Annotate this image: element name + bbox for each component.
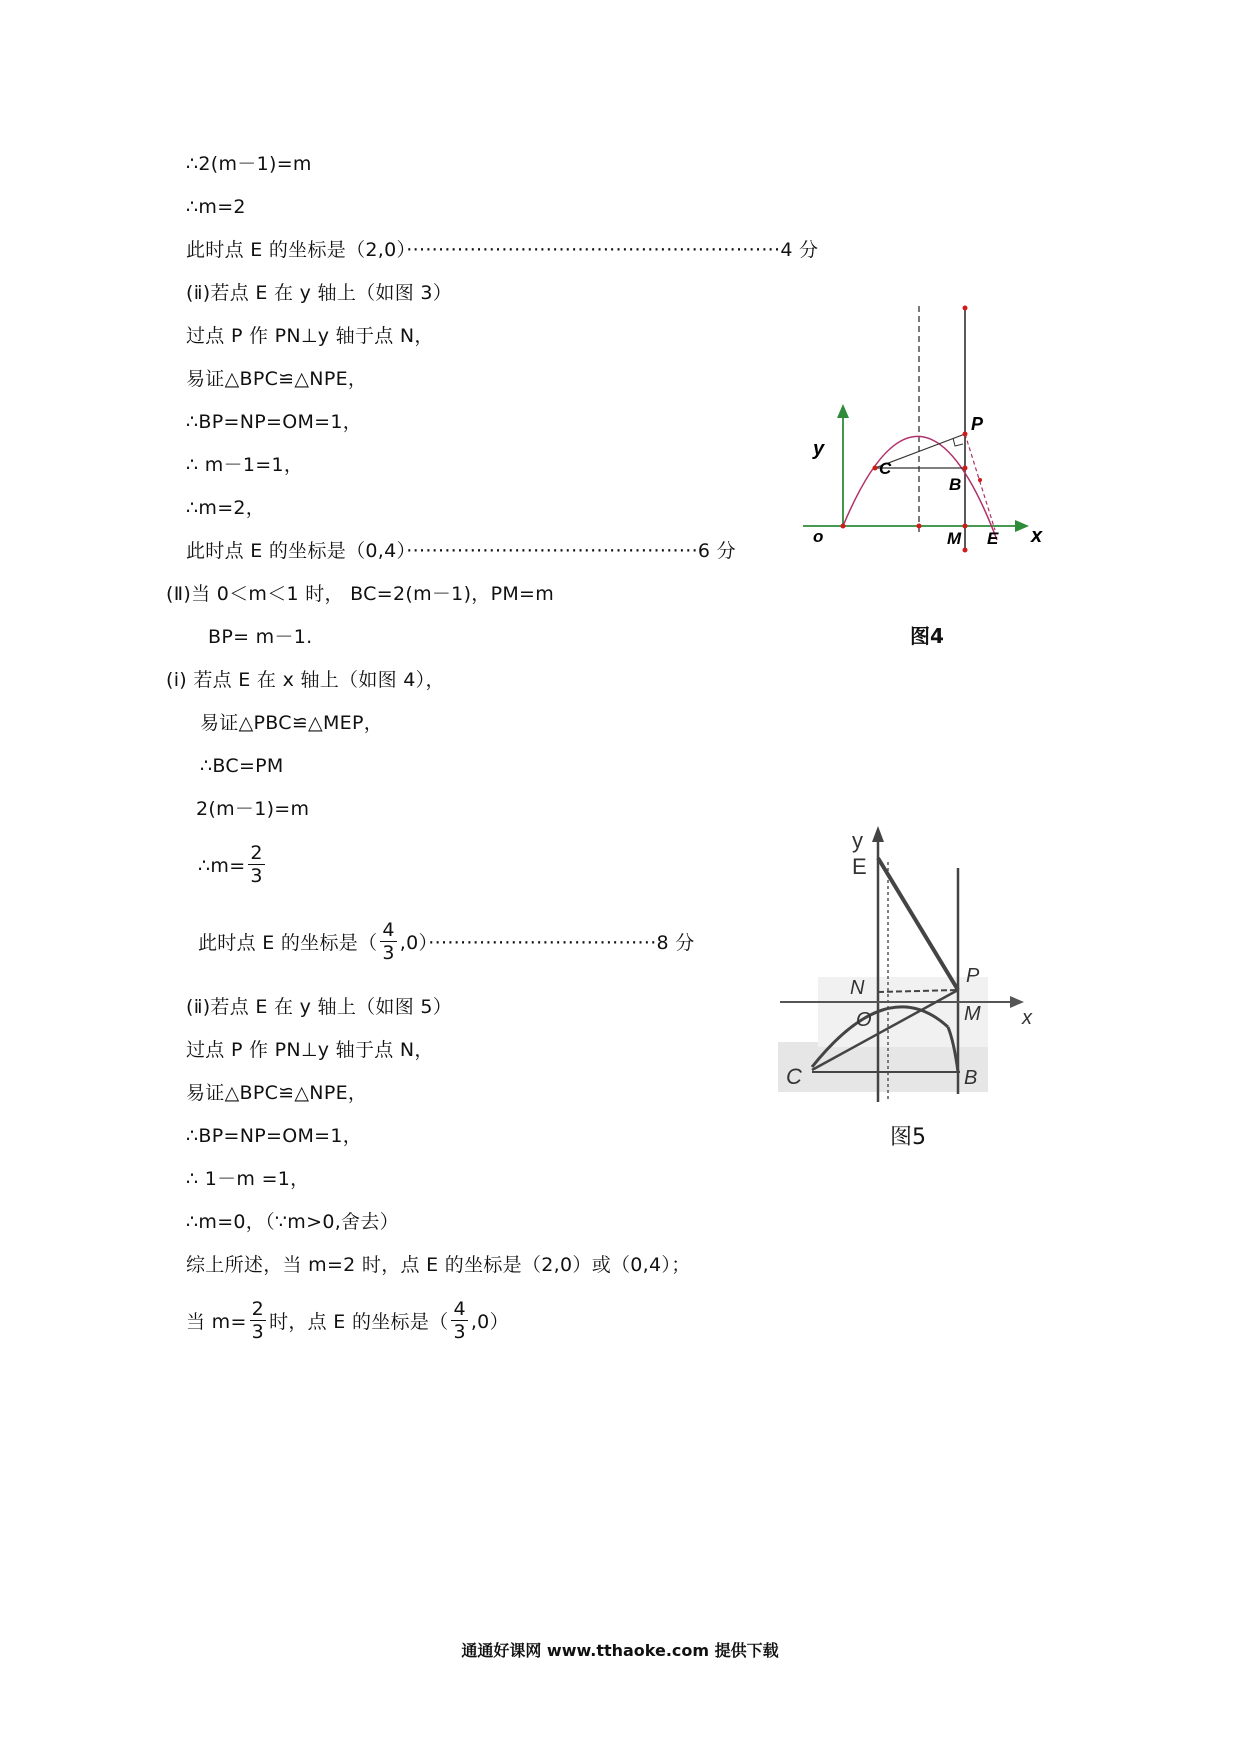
fraction-denominator: 3 — [453, 1321, 466, 1343]
line-11: (Ⅱ)当 0＜m＜1 时， BC=2(m－1)，PM=m — [166, 583, 555, 605]
figure-4 — [795, 300, 1065, 570]
label-y: y — [852, 828, 863, 853]
line-13: (ⅰ) 若点 E 在 x 轴上（如图 4）， — [166, 669, 445, 691]
line-26 — [186, 1300, 509, 1345]
figure-4-caption: 图4 — [910, 624, 944, 648]
point-on-pe — [978, 478, 982, 482]
fraction-m-value — [248, 842, 264, 887]
scan-band-upper — [818, 977, 988, 1047]
line-3: 此时点 E 的坐标是（2,0）···························································4 分 — [186, 239, 819, 261]
point-c — [873, 466, 878, 471]
line-4: (ⅱ)若点 E 在 y 轴上（如图 3） — [186, 282, 453, 304]
point-origin — [841, 524, 846, 529]
label-c: C — [786, 1064, 802, 1089]
line-26-middle: 时，点 E 的坐标是（ — [269, 1311, 449, 1333]
fraction-numerator: 4 — [453, 1298, 466, 1320]
y-axis-arrow — [837, 404, 849, 418]
label-o: o — [813, 527, 824, 546]
fraction-x-value — [380, 919, 396, 964]
line-1: ∴2(m－1)=m — [186, 153, 312, 175]
figure-5 — [778, 822, 1038, 1112]
right-angle-mark — [953, 438, 963, 446]
fraction-denominator: 3 — [382, 942, 395, 964]
line-17 — [198, 844, 268, 889]
line-26-prefix: 当 m= — [186, 1311, 247, 1333]
line-18-prefix: 此时点 E 的坐标是（ — [198, 932, 378, 954]
label-c: C — [879, 459, 892, 478]
x-axis-arrow — [1015, 520, 1029, 532]
y-axis-arrow — [872, 826, 884, 842]
label-o: O — [856, 1009, 872, 1031]
line-14: 易证△PBC≌△MEP， — [200, 712, 384, 734]
fraction-numerator: 4 — [382, 919, 395, 941]
line-7: ∴BP=NP=OM=1， — [186, 411, 363, 433]
label-m: M — [964, 1003, 981, 1025]
label-x: x — [1031, 525, 1043, 547]
line-24: ∴m=0，（∵m>0,舍去） — [186, 1211, 399, 1233]
point-b — [963, 466, 968, 471]
figure-5-caption: 图5 — [890, 1125, 926, 1150]
label-m: M — [947, 529, 962, 548]
line-10: 此时点 E 的坐标是（0,4）··············································6 分 — [186, 540, 736, 562]
fraction-x-value — [451, 1298, 467, 1343]
line-16: 2(m－1)=m — [196, 798, 310, 820]
point-p — [963, 432, 968, 437]
line-18-suffix: ,0）····································8 分 — [399, 932, 695, 954]
line-12: BP= m－1. — [208, 626, 313, 648]
fraction-m-value — [250, 1298, 266, 1343]
label-p: P — [966, 965, 980, 987]
point-dashed-axis — [917, 524, 922, 529]
line-21: 易证△BPC≌△NPE， — [186, 1082, 368, 1104]
fraction-denominator: 3 — [251, 1321, 265, 1343]
line-15: ∴BC=PM — [200, 755, 284, 777]
label-x: x — [1022, 1007, 1032, 1029]
fraction-numerator: 2 — [251, 1298, 265, 1320]
label-y: y — [813, 438, 825, 460]
label-b: B — [949, 475, 962, 494]
point-top — [963, 306, 968, 311]
line-22: ∴BP=NP=OM=1， — [186, 1125, 363, 1147]
line-25: 综上所述，当 m=2 时，点 E 的坐标是（2,0）或（0,4）； — [186, 1254, 691, 1276]
line-2: ∴m=2 — [186, 196, 246, 218]
line-20: 过点 P 作 PN⊥y 轴于点 N， — [186, 1039, 434, 1061]
label-n: N — [850, 977, 865, 999]
segment-ep — [878, 858, 958, 990]
line-17-prefix: ∴m= — [198, 855, 246, 877]
line-9: ∴m=2， — [186, 497, 266, 519]
line-23: ∴ 1－m =1， — [186, 1168, 310, 1190]
fraction-numerator: 2 — [250, 842, 263, 864]
fraction-denominator: 3 — [250, 865, 263, 887]
line-5: 过点 P 作 PN⊥y 轴于点 N， — [186, 325, 434, 347]
point-bottom — [963, 548, 968, 553]
point-m — [963, 524, 968, 529]
line-6: 易证△BPC≌△NPE， — [186, 368, 368, 390]
line-19: (ⅱ)若点 E 在 y 轴上（如图 5） — [186, 996, 453, 1018]
line-8: ∴ m－1=1， — [186, 454, 304, 476]
line-18 — [198, 921, 695, 966]
label-e: E — [987, 529, 999, 548]
label-e: E — [852, 854, 867, 879]
line-26-suffix: ,0） — [470, 1311, 509, 1333]
label-b: B — [964, 1067, 978, 1089]
page-footer: 通通好课网 www.tthaoke.com 提供下载 — [461, 1641, 779, 1660]
label-p: P — [971, 414, 984, 434]
